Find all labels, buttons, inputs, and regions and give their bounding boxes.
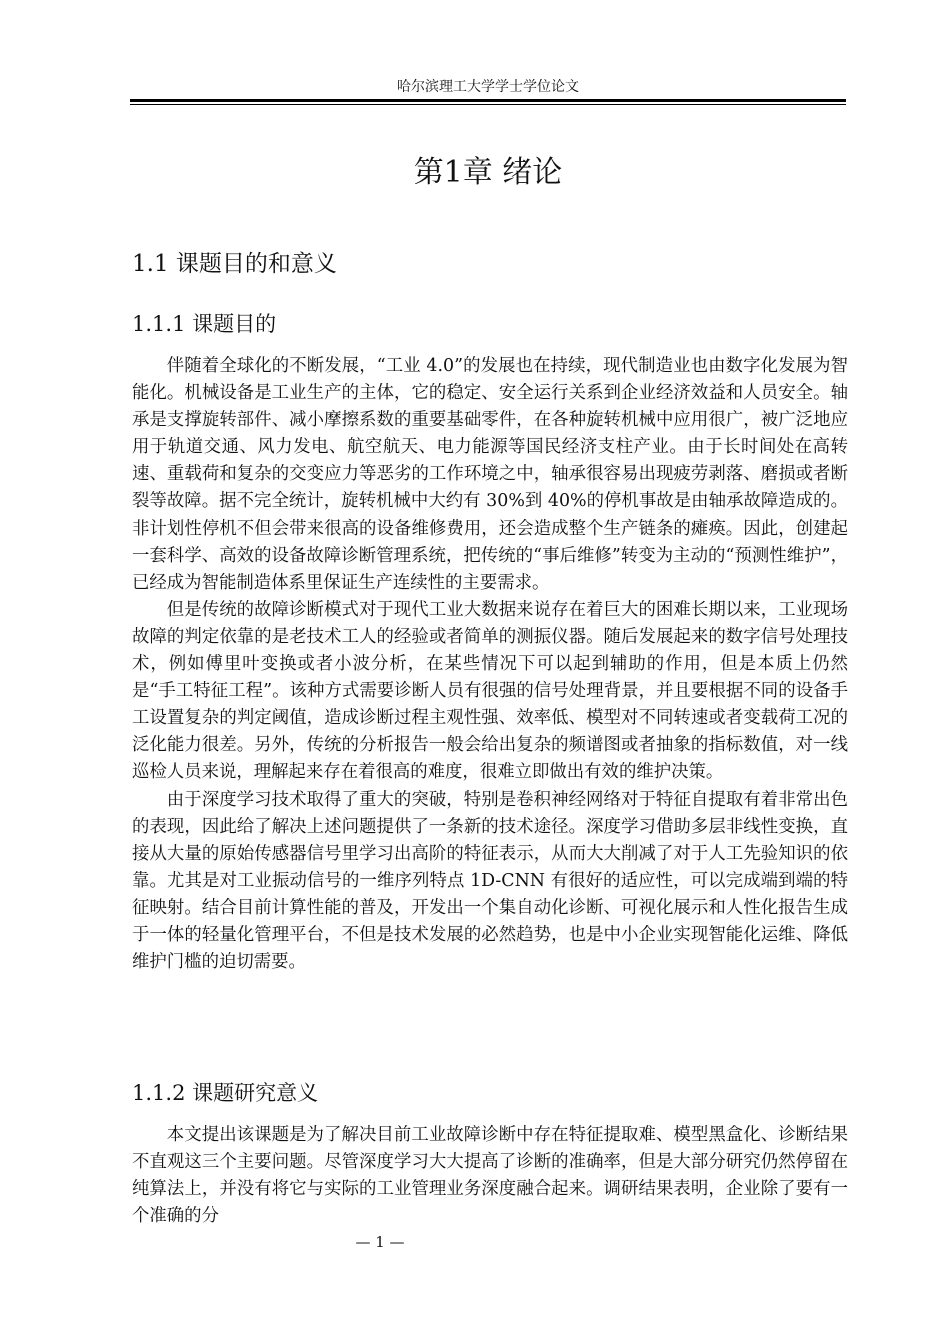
- paragraph: 伴随着全球化的不断发展，“工业 4.0”的发展也在持续，现代制造业也由数字化发展为智能化。机械设备是工业生产的主体，它的稳定、安全运行关系到企业经济效益和人员安全。轴承是支撑旋转部件、减小摩擦系数的重要基础零件，在各种旋转机械中应用很广，被广泛地应用于轨道交通、风力发电、航空航天、电力能源等国民经济支柱产业。由于长时间处在高转速、重载荷和复杂的交变应力等恶劣的工作环境之中，轴承很容易出现疲劳剥落、磨损或者断裂等故障。据不完全统计，旋转机械中大约有 30%到 40%的停机事故是由轴承故障造成的。非计划性停机不但会带来很高的设备维修费用，还会造成整个生产链条的瘫痪。因此，创建起一套科学、高效的设备故障诊断管理系统，把传统的“事后维修”转变为主动的“预测性维护”，已经成为智能制造体系里保证生产连续性的主要需求。: [132, 356, 848, 593]
- subsection-heading-1-1-1: 1.1.1 课题目的: [132, 312, 277, 336]
- header-rule-thick: [130, 99, 846, 102]
- page-number: — 1 —: [355, 1233, 405, 1251]
- subsection-heading-1-1-2: 1.1.2 课题研究意义: [132, 1081, 319, 1105]
- running-header: 哈尔滨理工大学学士学位论文: [397, 79, 579, 95]
- paragraph: 但是传统的故障诊断模式对于现代工业大数据来说存在着巨大的困难长期以来，工业现场故障的判定依靠的是老技术工人的经验或者简单的测振仪器。随后发展起来的数字信号处理技术，例如傅里叶变换或者小波分析，在某些情况下可以起到辅助的作用，但是本质上仍然是“手工特征工程”。该种方式需要诊断人员有很强的信号处理背景，并且要根据不同的设备手工设置复杂的判定阈值，造成诊断过程主观性强、效率低、模型对不同转速或者变载荷工况的泛化能力很差。另外，传统的分析报告一般会给出复杂的频谱图或者抽象的指标数值，对一线巡检人员来说，理解起来存在着很高的难度，很难立即做出有效的维护决策。: [132, 599, 848, 783]
- subsection-1-1-1-body: [132, 353, 848, 976]
- paragraph: 本文提出该课题是为了解决目前工业故障诊断中存在特征提取难、模型黑盒化、诊断结果不直观这三个主要问题。尽管深度学习大大提高了诊断的准确率，但是大部分研究仍然停留在纯算法上，并没有将它与实际的工业管理业务深度融合起来。调研结果表明，企业除了要有一个准确的分: [132, 1125, 848, 1227]
- paragraph: 由于深度学习技术取得了重大的突破，特别是卷积神经网络对于特征自提取有着非常出色的表现，因此给了解决上述问题提供了一条新的技术途径。深度学习借助多层非线性变换，直接从大量的原始传感器信号里学习出高阶的特征表示，从而大大削减了对于人工先验知识的依靠。尤其是对工业振动信号的一维序列特点 1D-CNN 有很好的适应性，可以完成端到端的特征映射。结合目前计算性能的普及，开发出一个集自动化诊断、可视化展示和人性化报告生成于一体的轻量化管理平台，不但是技术发展的必然趋势，也是中小企业实现智能化运维、降低维护门槛的迫切需要。: [132, 789, 848, 973]
- header-rule-thin: [130, 104, 846, 105]
- subsection-1-1-2-body: [132, 1122, 848, 1230]
- section-heading-1-1: 1.1 课题目的和意义: [132, 251, 337, 277]
- chapter-title: 第1章 绪论: [413, 155, 563, 190]
